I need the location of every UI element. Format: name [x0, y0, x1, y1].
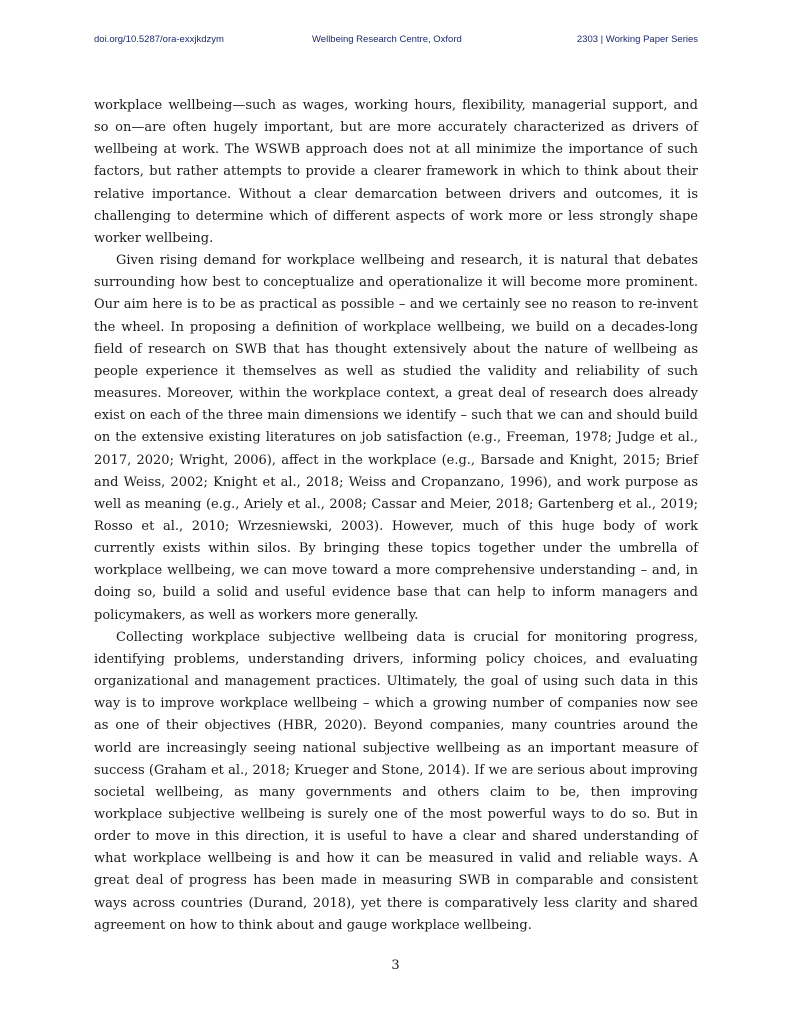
paragraph: Collecting workplace subjective wellbeing data is crucial for monitoring progress, identifying problems, understanding drivers, informing policy choices, and evaluating organizational and management practices. Ultimately, the goal of using such data in this way is to improve workplace wellbeing – which a growing number of companies now see as one of their objectives (HBR, 2020). Beyond companies, many countries around the world are increasingly seeing national subjective wellbeing as an important measure of success (Graham et al., 2018; Krueger and Stone, 2014). If we are serious about improving societal wellbeing, as many governments and others claim to be, then improving workplace subjective wellbeing is surely one of the most powerful ways to do so. But in order to move in this direction, it is useful to have a clear and shared understanding of what workplace wellbeing is and how it can be measured in valid and reliable ways. A great deal of progress has been made in measuring SWB in comparable and consistent ways across countries (Durand, 2018), yet there is comparatively less clarity and shared agreement on how to think about and gauge workplace wellbeing.	[94, 629, 698, 933]
header-centre-name: Wellbeing Research Centre, Oxford	[312, 34, 462, 45]
running-header	[94, 34, 698, 50]
header-doi-link[interactable]: doi.org/10.5287/ora-exxjkdzym	[94, 34, 224, 45]
body-text	[94, 95, 698, 937]
page-number: 3	[391, 958, 400, 973]
paragraph: Given rising demand for workplace wellbeing and research, it is natural that debates surrounding how best to conceptualize and operationalize it will become more prominent. Our aim here is to be as practical as possible – and we certainly see no reason to re-invent the wheel. In proposing a definition of workplace wellbeing, we build on a decades-long field of research on SWB that has thought extensively about the nature of wellbeing as people experience it themselves as well as studied the validity and reliability of such measures. Moreover, within the workplace context, a great deal of research does already exist on each of the three main dimensions we identify – such that we can and should build on the extensive existing literatures on job satisfaction (e.g., Freeman, 1978; Judge et al., 2017, 2020; Wright, 2006), affect in the workplace (e.g., Barsade and Knight, 2015; Brief and Weiss, 2002; Knight et al., 2018; Weiss and Cropanzano, 1996), and work purpose as well as meaning (e.g., Ariely et al., 2008; Cassar and Meier, 2018; Gartenberg et al., 2019; Rosso et al., 2010; Wrzesniewski, 2003). However, much of this huge body of work currently exists within silos. By bringing these topics together under the umbrella of workplace wellbeing, we can move toward a more comprehensive understanding – and, in doing so, build a solid and useful evidence base that can help to inform managers and policymakers, as well as workers more generally.	[94, 253, 698, 623]
paragraph-continued: workplace wellbeing—such as wages, working hours, flexibility, managerial support, and so on—are often hugely important, but are more accurately characterized as drivers of wellbeing at work. The WSWB approach does not at all minimize the importance of such factors, but rather attempts to provide a clearer framework in which to think about their relative importance. Without a clear demarcation between drivers and outcomes, it is challenging to determine which of different aspects of work more or less strongly shape worker wellbeing.	[94, 98, 698, 246]
header-series-label: 2303 | Working Paper Series	[576, 34, 698, 45]
